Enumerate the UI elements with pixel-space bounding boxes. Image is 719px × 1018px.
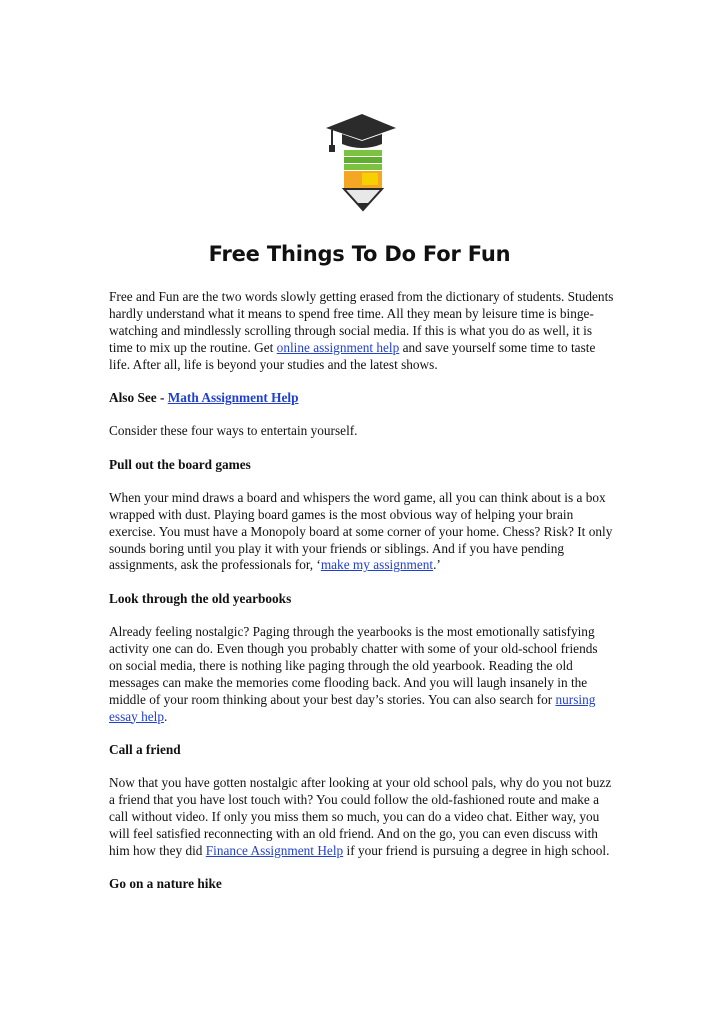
yearbooks-paragraph xyxy=(109,624,614,725)
document-body xyxy=(109,289,614,909)
consider-paragraph: Consider these four ways to entertain yourself. xyxy=(109,423,358,439)
finance-assignment-help-link[interactable]: Finance Assignment Help xyxy=(205,842,344,858)
intro-text-end: and save yourself some time to taste life. After all, life is beyond your studies and the latest shows. xyxy=(109,339,596,372)
also-see-label: Also See - xyxy=(109,389,168,405)
call-friend-paragraph xyxy=(109,775,614,860)
call-friend-text: Now that you have gotten nostalgic after looking at your old school pals, why do you not buzz a friend that you have lost touch with? You could follow the old-fashioned route and make a call without video. If only you miss them so much, you can do a video chat. Either way, you will feel satisfied reconnecting with an old friend. And on the go, you can even discuss with him how they did xyxy=(109,775,612,858)
board-games-paragraph xyxy=(109,490,614,575)
board-games-text: When your mind draws a board and whispers the word game, all you can think about is a box wrapped with dust. Playing board games is the most obvious way of helping your brain exercise. You must have a Monopoly board at some corner of your home. Chess? Risk? It only sounds boring until you play it with your friends or siblings. And if you have pending assignments, ask the professionals for, ‘ xyxy=(109,489,613,573)
section-heading-nature-hike: Go on a nature hike xyxy=(109,876,222,892)
section-heading-yearbooks: Look through the old yearbooks xyxy=(109,590,292,606)
make-my-assignment-link[interactable]: make my assignment xyxy=(320,557,434,573)
section-heading-call-friend: Call a friend xyxy=(109,741,181,757)
document-title: Free Things To Do For Fun xyxy=(208,242,511,266)
board-games-text-end: .’ xyxy=(433,557,441,573)
also-see-paragraph xyxy=(109,390,614,407)
online-assignment-help-link[interactable]: online assignment help xyxy=(276,339,400,355)
nursing-essay-help-link[interactable]: nursing essay help xyxy=(109,691,596,724)
yearbooks-text: Already feeling nostalgic? Paging through the yearbooks is the most emotionally satisfying activity one can do. Even though you probably chatter with some of your old-school friends on social media, there is nothing like paging through the old yearbook. Reading the old messages can make the memories come flooding back. And you will laugh insanely in the middle of your room thinking about your best day’s stories. You can also search for xyxy=(109,624,598,707)
graduation-pencil-logo-icon xyxy=(322,110,398,212)
section-heading-board-games: Pull out the board games xyxy=(109,456,251,472)
yearbooks-text-end: . xyxy=(164,708,168,724)
call-friend-text-end: if your friend is pursuing a degree in high school. xyxy=(343,842,610,858)
math-assignment-help-link[interactable]: Math Assignment Help xyxy=(167,389,299,405)
intro-paragraph xyxy=(109,289,614,374)
intro-text: Free and Fun are the two words slowly getting erased from the dictionary of students. Students hardly understand what it means to spend free time. All they mean by leisure time is binge-watching and mindlessly scrolling through social media. If this is what you do as well, it is time to mix up the routine. Get xyxy=(109,289,614,355)
